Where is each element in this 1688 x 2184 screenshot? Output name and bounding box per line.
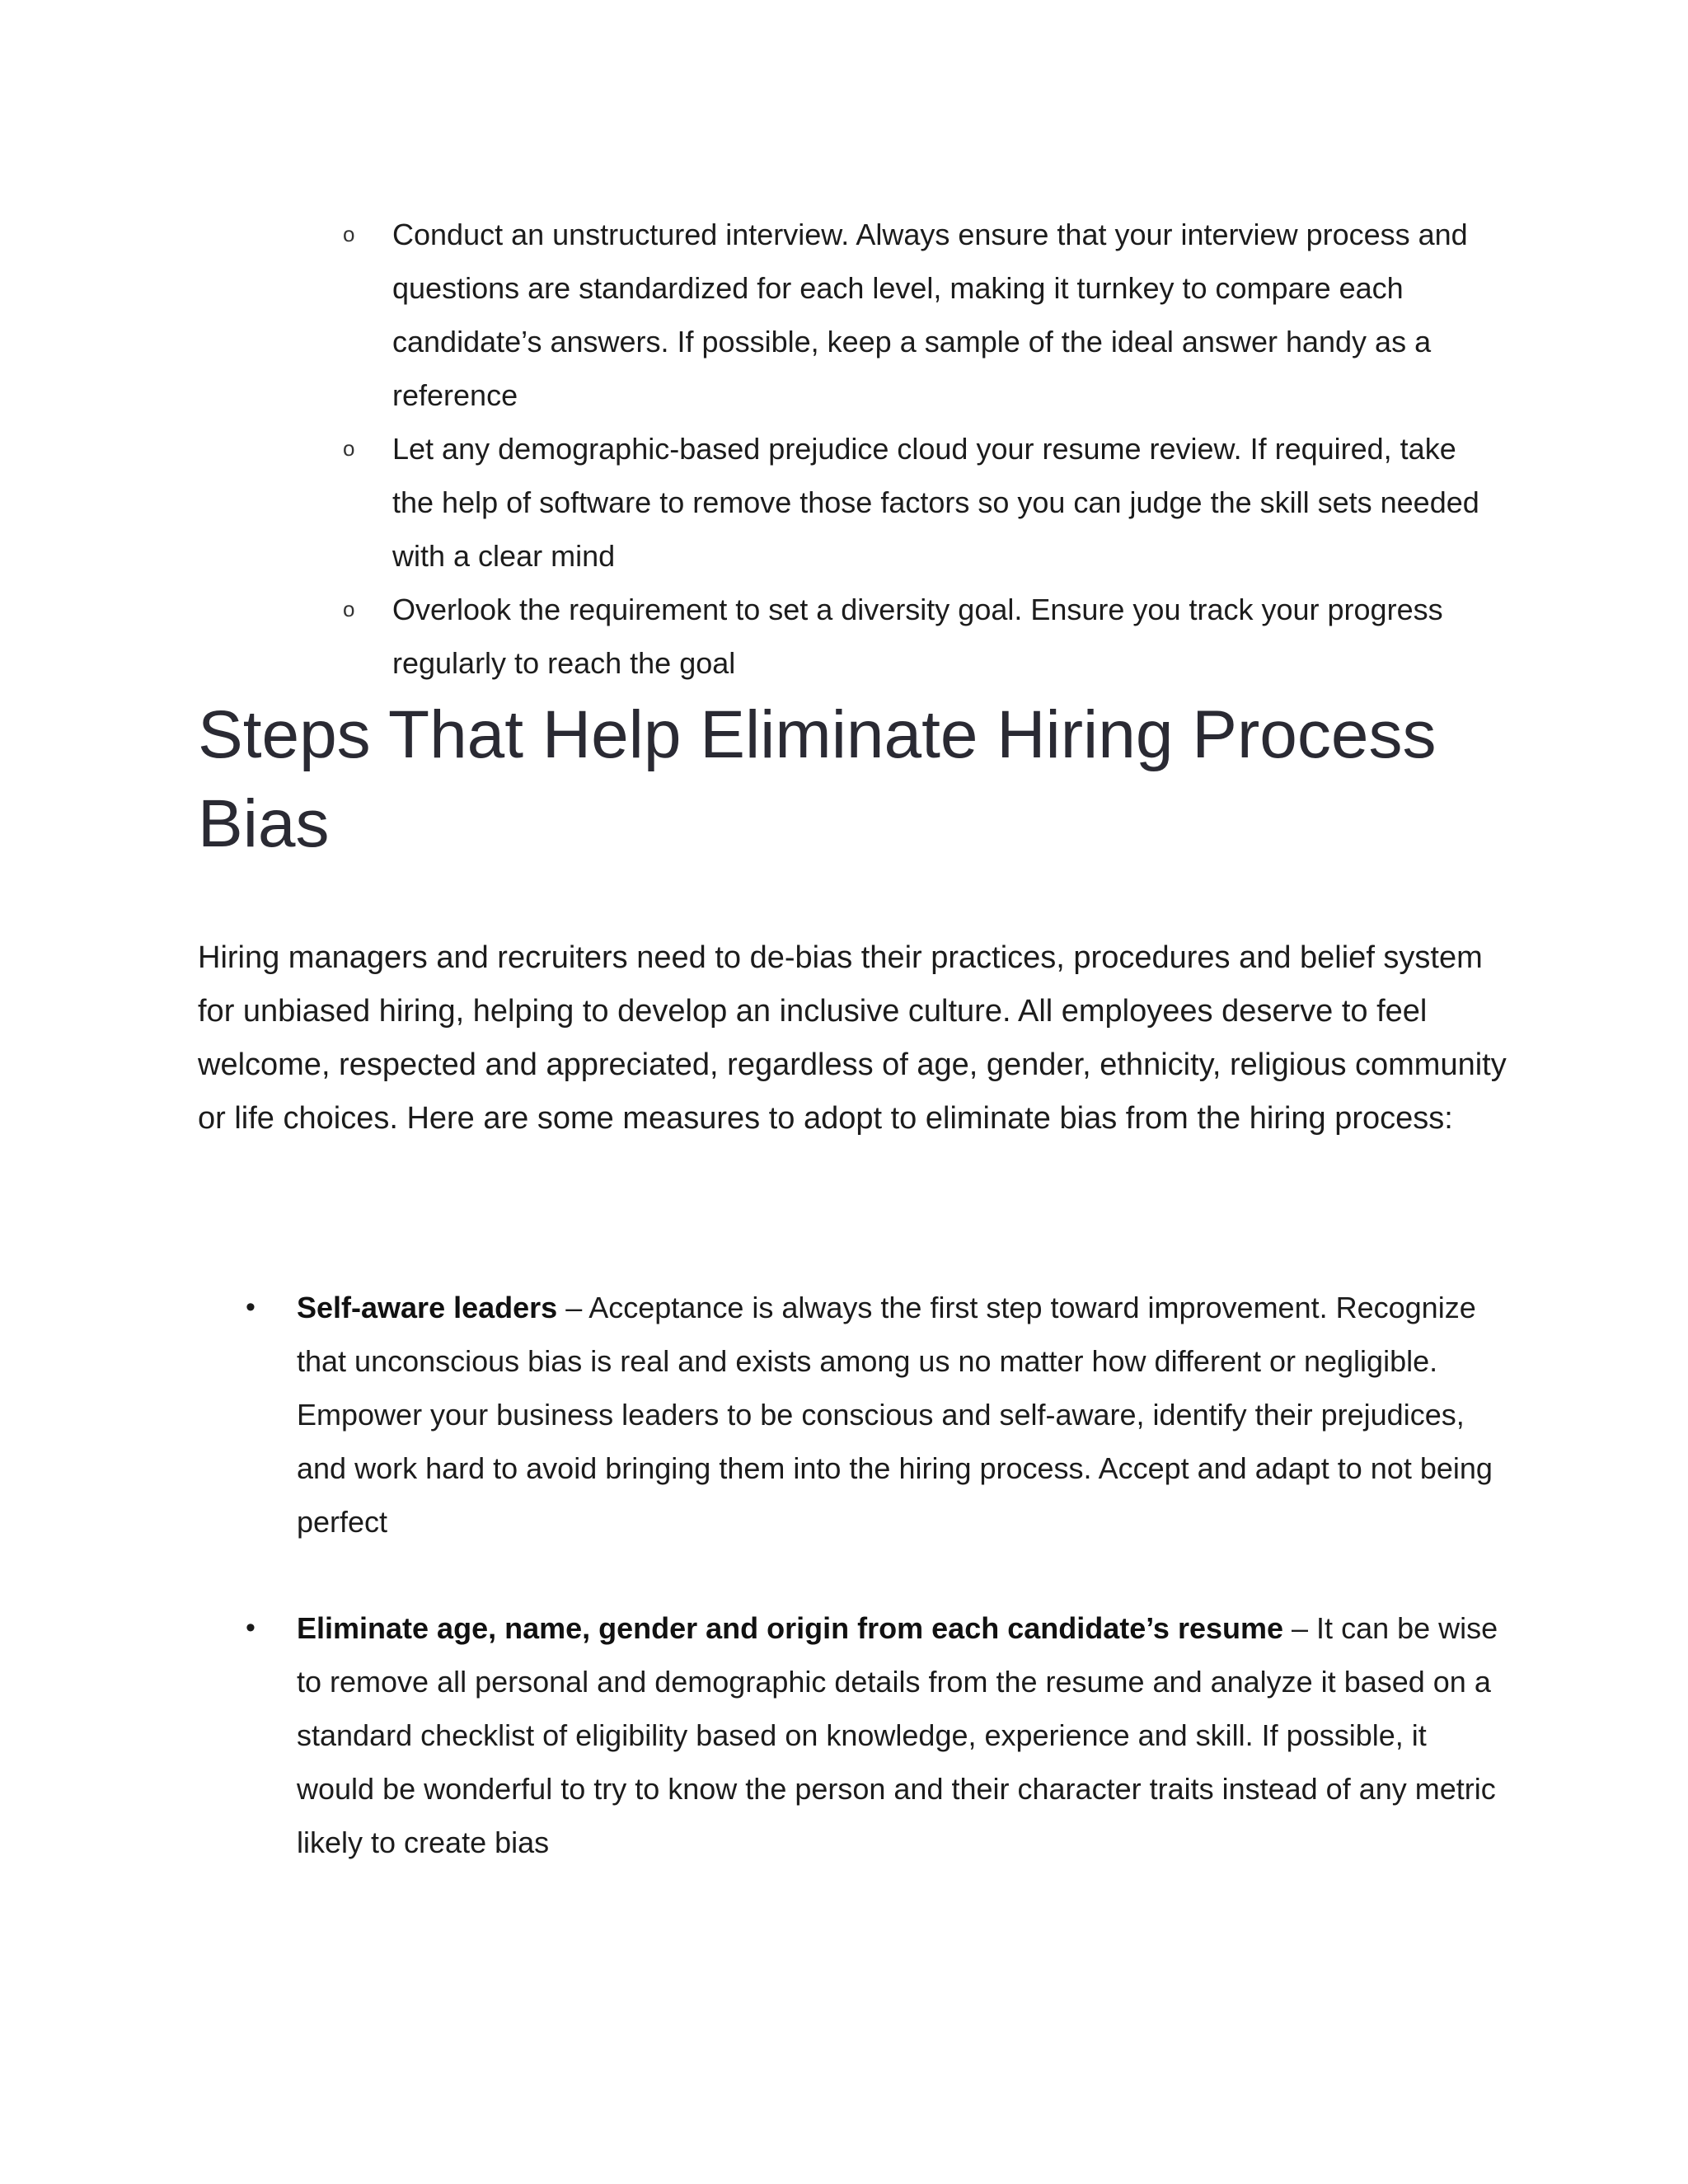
sub-bullet-item — [343, 208, 1497, 422]
sub-bullet-text: Let any demographic-based prejudice cloud your resume review. If required, take the help of software to remove those factors so you can judge the skill sets needed with a clear mind — [392, 432, 1479, 573]
sub-bullet-list — [343, 208, 1497, 690]
main-bullet-list — [246, 1281, 1498, 1869]
filled-dot-bullet-icon: • — [246, 1612, 256, 1643]
intro-paragraph: Hiring managers and recruiters need to de-bias their practices, procedures and belief system for unbiased hiring, helping to develop an inclusive culture. All employees deserve to feel welcome, respected and appreciated, regardless of age, gender, ethnicity, religious community or life choices. Here are some measures to adopt to eliminate bias from the hiring process: — [198, 940, 1507, 1136]
sub-bullet-item — [343, 583, 1497, 690]
bullet-body-text: – Acceptance is always the first step toward improvement. Recognize that unconscious bias is real and exists among us no matter how different or negligible. Empower your business leaders to be conscious and self-aware, identify their prejudices, and work hard to avoid bringing them into the hiring process. Accept and adapt to not being perfect — [297, 1291, 1493, 1539]
sub-bullet-item — [343, 422, 1497, 583]
hollow-circle-bullet-icon: o — [343, 597, 355, 621]
sub-bullet-text: Overlook the requirement to set a diversity goal. Ensure you track your progress regularly to reach the goal — [392, 593, 1443, 680]
main-bullet-item — [246, 1601, 1498, 1869]
hollow-circle-bullet-icon: o — [343, 222, 355, 246]
section-heading: Steps That Help Eliminate Hiring Process Bias — [198, 697, 1437, 861]
hollow-circle-bullet-icon: o — [343, 436, 355, 461]
sub-bullet-text: Conduct an unstructured interview. Always ensure that your interview process and questions are standardized for each level, making it turnkey to compare each candidate’s answers. If possible, keep a sample of the ideal answer handy as a reference — [392, 218, 1468, 412]
bullet-lead-text: Eliminate age, name, gender and origin from each candidate’s resume — [297, 1611, 1284, 1645]
bullet-body-text: – It can be wise to remove all personal and demographic details from the resume and analyze it based on a standard checklist of eligibility based on knowledge, experience and skill. If possible, it would be wonderful to try to know the person and their character traits instead of any metric likely to create bias — [297, 1611, 1498, 1859]
main-bullet-item — [246, 1281, 1498, 1549]
filled-dot-bullet-icon: • — [246, 1291, 256, 1323]
bullet-lead-text: Self-aware leaders — [297, 1291, 558, 1324]
